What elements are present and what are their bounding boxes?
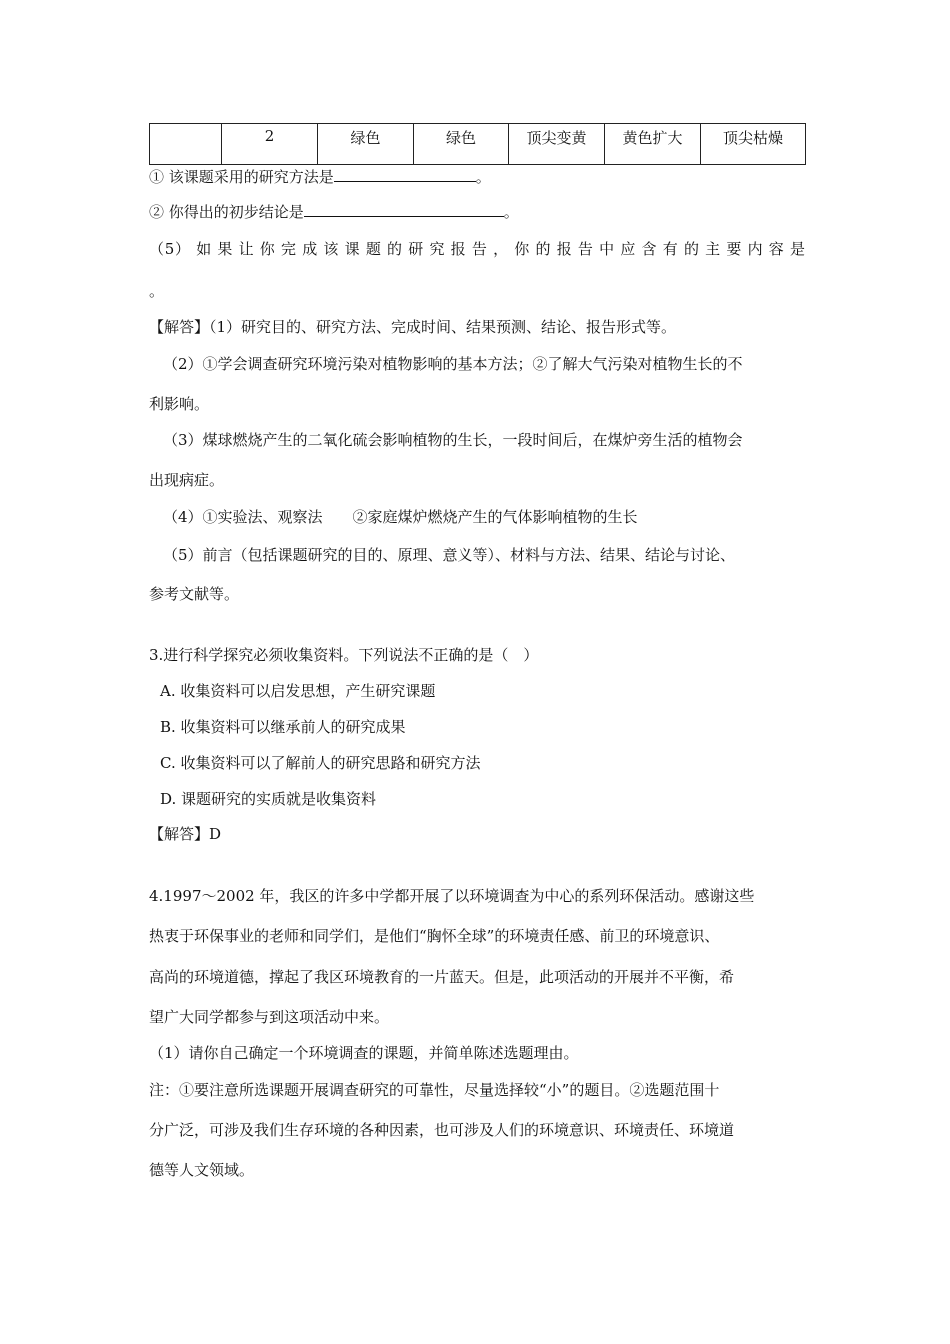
answer-2-part-2-line-1: （2）①学会调查研究环境污染对植物影响的基本方法；②了解大气污染对植物生长的不 [163,355,743,373]
question-4-sub-1: （1）请你自己确定一个环境调查的课题，并简单陈述选题理由。 [149,1044,579,1062]
table-cell: 2 [222,124,318,165]
question-3-option-d: D. 课题研究的实质就是收集资料 [160,790,377,808]
answer-2-part-3-line-1: （3）煤球燃烧产生的二氧化硫会影响植物的生长，一段时间后，在煤炉旁生活的植物会 [163,431,743,449]
question-4-line-2: 热衷于环保事业的老师和同学们，是他们“胸怀全球”的环境责任感、前卫的环境意识、 [149,927,720,945]
question-4-line-3: 高尚的环境道德，撑起了我区环境教育的一片蓝天。但是，此项活动的开展并不平衡，希 [149,968,735,986]
table-cell: 黄色扩大 [605,124,701,165]
question-4-note-line-2: 分广泛，可涉及我们生存环境的各种因素，也可涉及人们的环境意识、环境责任、环境道 [149,1121,735,1139]
answer-blank [334,167,476,182]
question-3-answer: 【解答】D [149,825,222,843]
table-cell: 顶尖变黄 [509,124,605,165]
question-3-option-b: B. 收集资料可以继承前人的研究成果 [160,718,406,736]
question-end: 。 [503,203,519,221]
question-text: ② 你得出的初步结论是 [149,203,304,221]
answer-2-part-5-line-2: 参考文献等。 [149,585,240,603]
observation-table [149,123,806,165]
question-4-line-4: 望广大同学都参与到这项活动中来。 [149,1008,390,1026]
table-cell: 绿色 [414,124,509,165]
answer-2-part-4: （4）①实验法、观察法 ②家庭煤炉燃烧产生的气体影响植物的生长 [163,508,638,526]
answer-2-part-1: 【解答】（1）研究目的、研究方法、完成时间、结果预测、结论、报告形式等。 [149,318,677,336]
table-cell: 绿色 [318,124,414,165]
question-4-note-line-1: 注：①要注意所选课题开展调查研究的可靠性，尽量选择较“小”的题目。②选题范围十 [149,1081,720,1099]
question-3-option-a: A. 收集资料可以启发思想，产生研究课题 [160,682,436,700]
question-text: ① 该课题采用的研究方法是 [149,168,334,186]
question-3-option-c: C. 收集资料可以了解前人的研究思路和研究方法 [160,754,481,772]
question-5-end: 。 [149,282,165,300]
question-conclusion [149,201,519,222]
question-method [149,166,491,187]
question-5: （5） 如 果 让 你 完 成 该 课 题 的 研 究 报 告 ， 你 的 报 告 中 应 含 有 的 主 要 内 容 是 [149,240,805,258]
answer-blank [304,202,504,217]
answer-2-part-5-line-1: （5）前言（包括课题研究的目的、原理、意义等）、材料与方法、结果、结论与讨论、 [163,546,736,564]
table-cell: 顶尖枯燥 [701,124,806,165]
answer-2-part-2-line-2: 利影响。 [149,395,210,413]
table-cell [150,124,222,165]
question-4-note-line-3: 德等人文领域。 [149,1161,255,1179]
answer-2-part-3-line-2: 出现病症。 [149,471,225,489]
question-4-line-1: 4.1997～2002 年，我区的许多中学都开展了以环境调查为中心的系列环保活动。感谢这些 [149,887,755,905]
question-3-stem: 3.进行科学探究必须收集资料。下列说法不正确的是（ ） [149,646,539,664]
table-row [150,124,806,165]
question-end: 。 [475,168,491,186]
